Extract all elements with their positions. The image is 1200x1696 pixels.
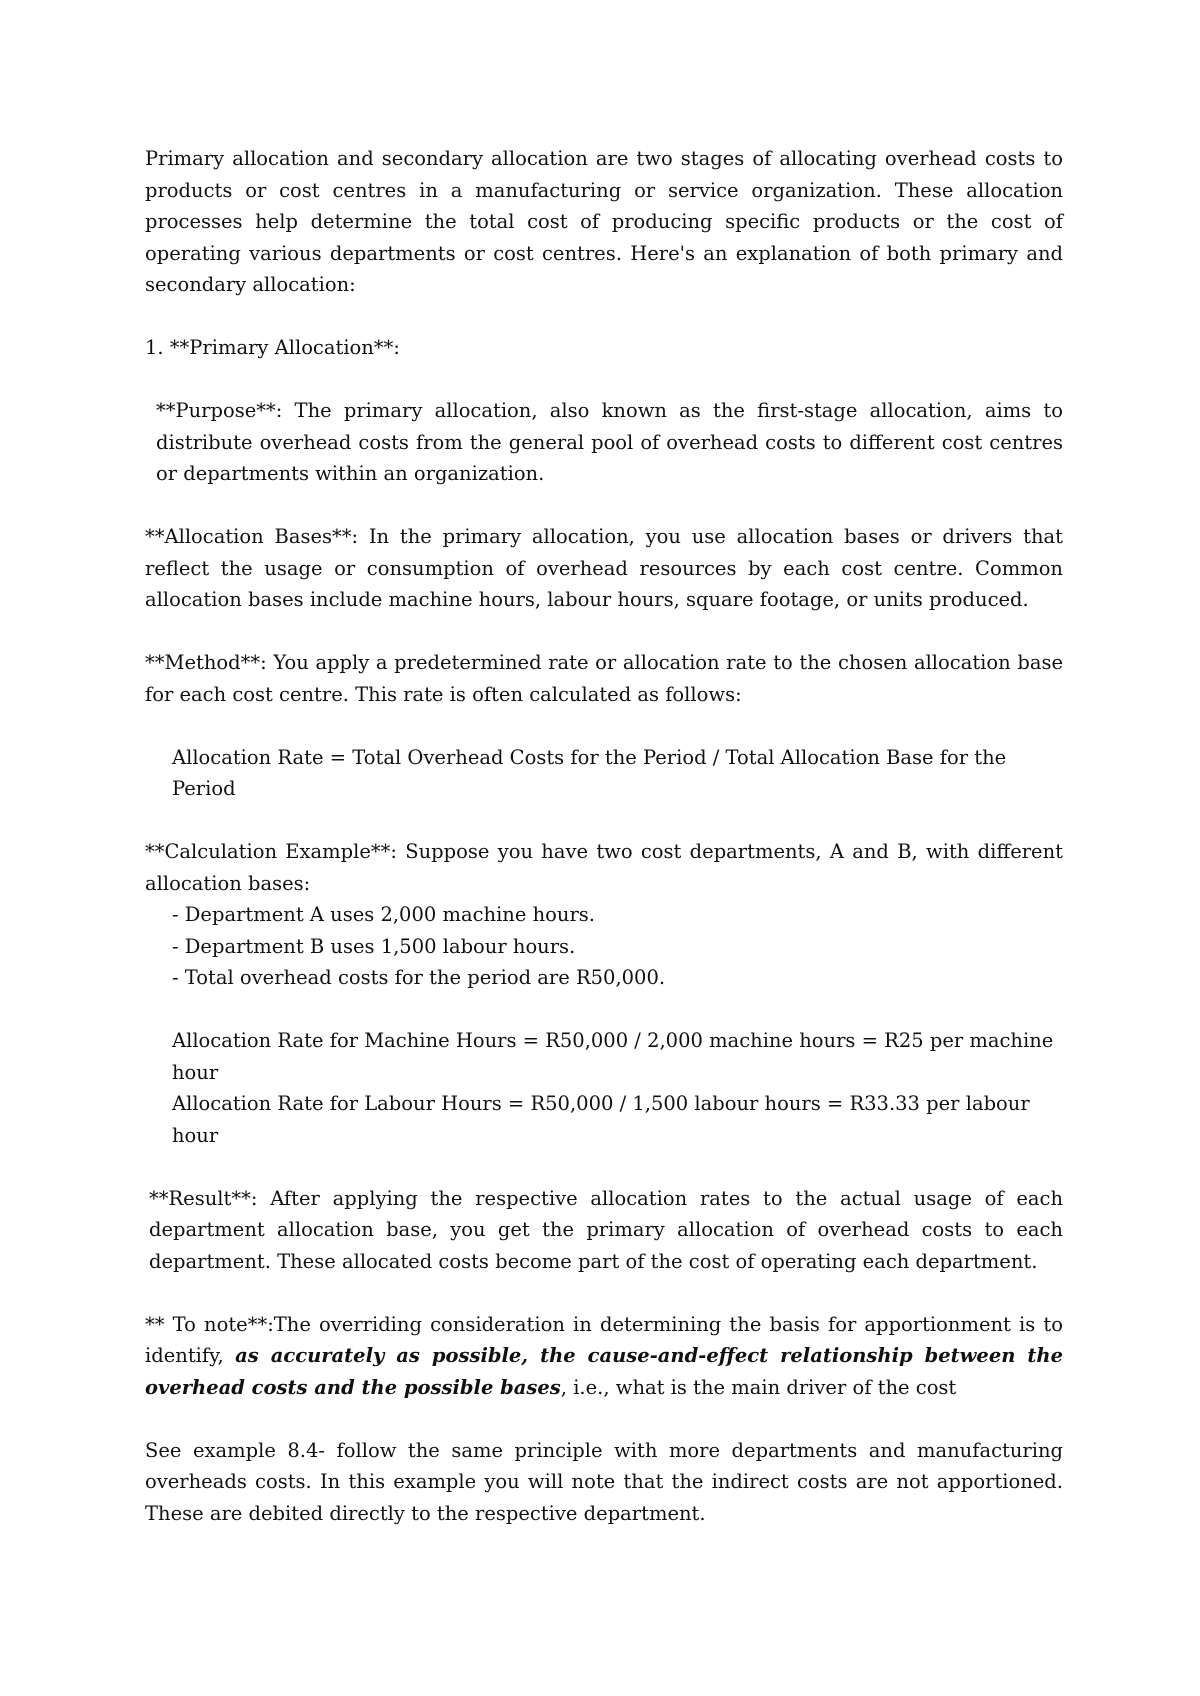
note-tail: , i.e., what is the main driver of the cost — [560, 1375, 957, 1399]
note-paragraph — [145, 1309, 1063, 1404]
purpose-paragraph: **Purpose**: The primary allocation, also known as the first-stage allocation, aims to distribute overhead costs from the general pool of overhead costs to different cost centres or departments within an organization. — [156, 399, 1063, 485]
note-lead: ** To note**:The overriding consideration in determining the basis for apportionment is to identify, — [145, 1312, 1063, 1367]
allocation-bases-paragraph: **Allocation Bases**: In the primary allocation, you use allocation bases or drivers that reflect the usage or consumption of overhead resources by each cost centre. Common allocation bases include machine hours, labour hours, square footage, or units produced. — [145, 525, 1063, 611]
formula-line: Allocation Rate = Total Overhead Costs for the Period / Total Allocation Base for the Period — [172, 745, 1007, 800]
calculation-example-paragraph: **Calculation Example**: Suppose you have two cost departments, A and B, with different allocation bases: — [145, 840, 1063, 895]
spacer — [145, 994, 1063, 1026]
rate-machine-line: Allocation Rate for Machine Hours = R50,000 / 2,000 machine hours = R25 per machine hour — [172, 1029, 1054, 1084]
result-paragraph: **Result**: After applying the respective allocation rates to the actual usage of each department allocation base, you get the primary allocation of overhead costs to each department. These allocated costs become part of the cost of operating each department. — [149, 1186, 1063, 1273]
spacer — [145, 364, 1063, 396]
method-paragraph: **Method**: You apply a predetermined rate or allocation rate to the chosen allocation base for each cost centre. This rate is often calculated as follows: — [145, 651, 1063, 706]
spacer — [145, 710, 1063, 742]
spacer — [145, 805, 1063, 837]
document-body — [145, 143, 1063, 1529]
list-item: - Department B uses 1,500 labour hours. — [172, 934, 576, 958]
intro-paragraph: Primary allocation and secondary allocation are two stages of allocating overhead costs to products or cost centres in a manufacturing or service organization. These allocation processes help determine the total cost of producing specific products or the cost of operating various departments or cost centres. Here's an explanation of both primary and secondary allocation: — [145, 147, 1063, 296]
list-item: - Department A uses 2,000 machine hours. — [172, 903, 595, 926]
note-emphasis: as accurately as possible, the cause-and-effect relationship between the overhead costs and the possible bases — [145, 1344, 1063, 1399]
see-example-paragraph: See example 8.4- follow the same principle with more departments and manufacturing overheads costs. In this example you will note that the indirect costs are not apportioned. These are debited directly to the respective department. — [145, 1438, 1063, 1525]
spacer — [145, 1151, 1063, 1183]
spacer — [145, 301, 1063, 333]
rate-labour-line: Allocation Rate for Labour Hours = R50,000 / 1,500 labour hours = R33.33 per labour hour — [172, 1092, 1030, 1147]
spacer — [145, 1277, 1063, 1309]
list-item: - Total overhead costs for the period are R50,000. — [172, 966, 666, 989]
section-heading: 1. **Primary Allocation**: — [145, 336, 400, 359]
spacer — [145, 1403, 1063, 1435]
spacer — [145, 616, 1063, 648]
spacer — [145, 490, 1063, 522]
